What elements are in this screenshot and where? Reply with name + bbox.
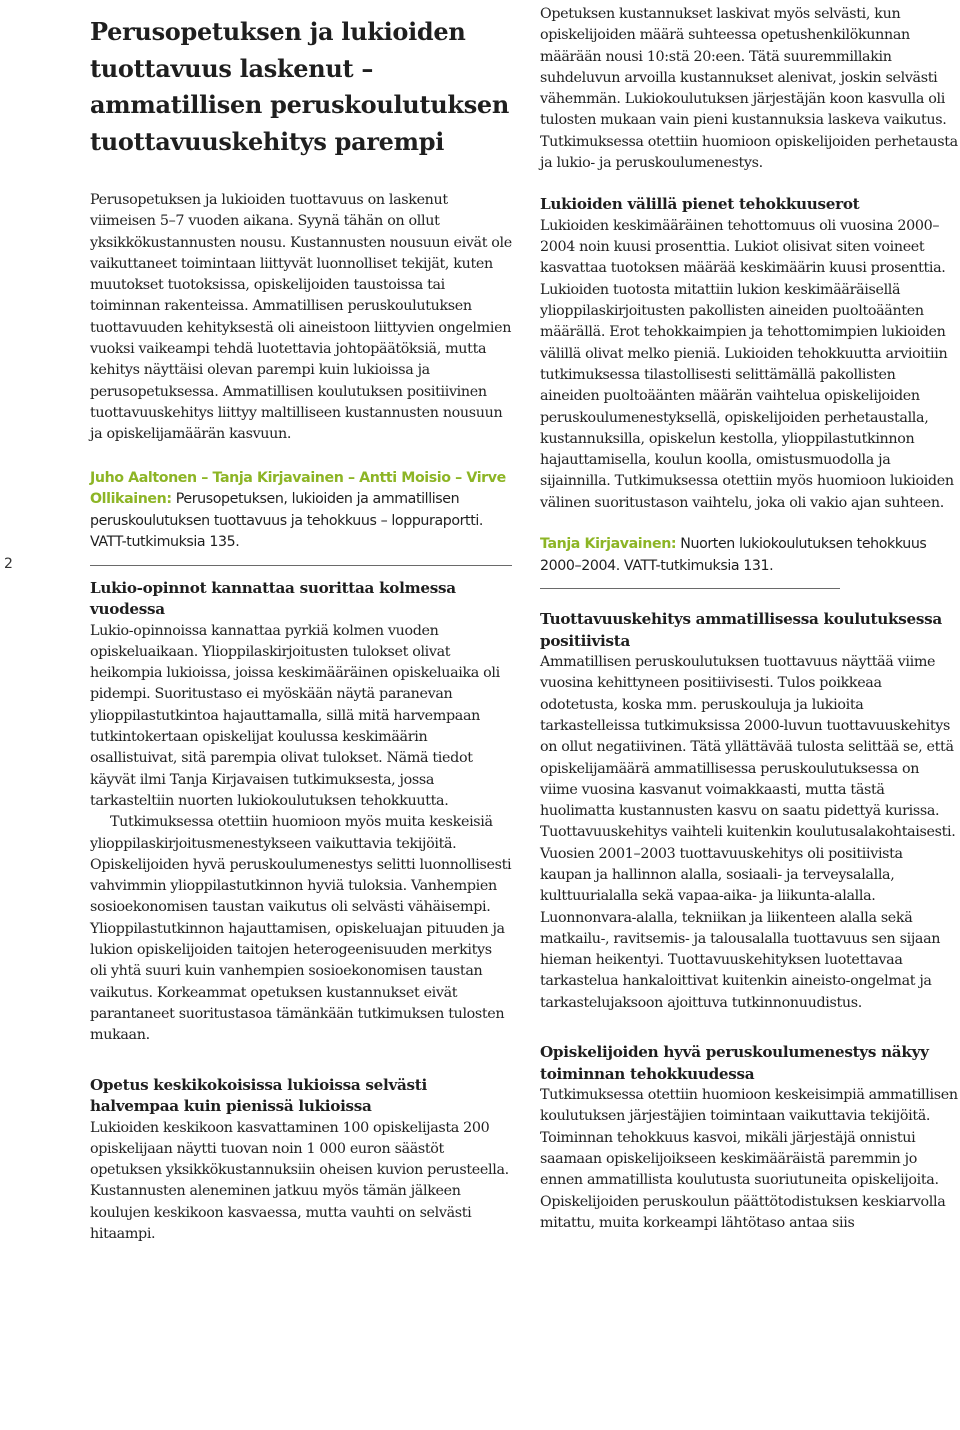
reference-authors: Tanja Kirjavainen:	[540, 536, 677, 553]
section-heading: Lukioiden välillä pienet tehokkuuserot	[540, 195, 860, 214]
article-title: Perusopetuksen ja lukioiden tuottavuus laskenut – ammatillisen peruskoulutuksen tuottavuuskehitys parempi	[90, 17, 510, 156]
left-column	[90, 14, 512, 1245]
paragraph: Tutkimuksessa otettiin huomioon myös muita keskeisiä ylioppilaskirjoitusmenestykseen vaikuttavia tekijöitä. Opiskelijoiden hyvä peruskoulumenestys selitti luonnollisesti vahvimmin ylioppilastutkinnon hyviä tuloksia. Vanhempien sosioekonomisen taustan vaikutus oli selvästi vähäisempi. Ylioppilastutkinnon hajauttamisen, opiskeluajan pituuden ja lukion opiskelijoiden taitojen heterogeenisuuden merkitys oli yhtä suuri kuin vanhempien sosioekonomisen taustan vaikutus. Korkeammat opetuksen kustannukset eivät parantaneet suoritustasoa tämänkään tutkimuksen tulosten mukaan.	[90, 814, 512, 1044]
section-heading: Opiskelijoiden hyvä peruskoulumenestys näkyy toiminnan tehokkuudessa	[540, 1043, 929, 1083]
paragraph: Opetuksen kustannukset laskivat myös selvästi, kun opiskelijoiden määrä suhteessa opetushenkilökunnan määrään nousi 10:stä 20:een. Tätä suuremmillakin suhdeluvun arvoilla kustannukset alenivat, joskin selvästi vähemmän. Lukiokoulutuksen järjestäjän koon kasvulla oli tulosten mukaan vain pieni kustannuksia laskeva vaikutus. Tutkimuksessa otettiin huomioon opiskelijoiden perhetausta ja lukio- ja peruskoulumenestys.	[540, 6, 958, 172]
divider	[540, 588, 840, 589]
page-number: 2	[4, 556, 13, 572]
divider	[90, 565, 512, 566]
reference-text: Perusopetuksen, lukioiden ja ammatillisen peruskoulutuksen tuottavuus ja tehokkuus – loppuraportti. VATT-tutkimuksia 135.	[90, 491, 484, 551]
reference-right	[540, 534, 958, 577]
section-tehokkuuserot	[540, 194, 958, 514]
right-column	[540, 4, 958, 1234]
section-keskikokoiset-lukiot	[90, 1075, 512, 1246]
intro-paragraph: Perusopetuksen ja lukioiden tuottavuus on laskenut viimeisen 5–7 vuoden aikana. Syynä tähän on ollut yksikkökustannusten nousu. Kustannusten nousuun eivät ole vaikuttaneet toimintaan liittyvät luonnolliset tekijät, kuten muutokset tuotoksissa, opiskelijoiden taustoissa tai toiminnan rakenteissa. Ammatillisen peruskoulutuksen tuottavuuden kehityksestä oli aineistoon liittyvien ongelmien vuoksi vaikeampi tehdä luotettavia johtopäätöksiä, mutta kehitys näyttäisi olevan parempi kuin lukioissa ja perusopetuksessa. Ammatillisen koulutuksen positiivinen tuottavuuskehitys liittyy maltilliseen kustannusten nousuun ja opiskelijamäärän kasvuun.	[90, 192, 512, 443]
paragraph: Lukioiden keskimääräinen tehottomuus oli vuosina 2000–2004 noin kuusi prosenttia. Lukiot olisivat siten voineet kasvattaa tuotoksen määrää keskimäärin kuusi prosenttia. Lukioiden tuotosta mitattiin lukion keskimääräisellä ylioppilaskirjoitusten pakollisten aineiden puoltoäänten määrällä. Erot tehokkaimpien ja tehottomimpien lukioiden välillä olivat melko pieniä. Lukioiden tehokkuutta arvioitiin tutkimuksessa tilastollisesti selittämällä pakollisten aineiden puoltoäänten määrän vaihtelua opiskelijoiden peruskoulumenestyksellä, opiskelijoiden perhetaustalla, kustannuksilla, opiskelun kestolla, ylioppilastutkinnon hajauttamisella, koulun koolla, omistusmuodolla ja sijainnilla. Tutkimuksessa otettiin myös huomioon lukioiden välinen suoritustason vaihtelu, joka oli vakio ajan suhteen.	[540, 217, 954, 511]
paragraph: Tutkimuksessa otettiin huomioon keskeisimpiä ammatillisen koulutuksen järjestäjien toimintaan vaikuttavia tekijöitä. Toiminnan tehokkuus kasvoi, mikäli järjestäjä onnistui saamaan opiskelijoikseen keskimääräistä paremmin jo ennen ammatillista koulutusta suoriutuneita opiskelijoita. Opiskelijoiden peruskoulun päättötodistuksen keskiarvolla mitattu, muita korkeampi lähtötaso antaa siis	[540, 1087, 958, 1231]
section-heading: Tuottavuuskehitys ammatillisessa koulutuksessa positiivista	[540, 610, 942, 650]
reference-authors: Juho Aaltonen – Tanja Kirjavainen – Antti Moisio – Virve Ollikainen:	[90, 469, 506, 508]
section-heading: Lukio-opinnot kannattaa suorittaa kolmessa vuodessa	[90, 578, 456, 619]
section-heading: Opetus keskikokoisissa lukioissa selvästi halvempaa kuin pienissä lukioissa	[90, 1075, 427, 1115]
section-ammatillinen-tuottavuus	[540, 609, 958, 1014]
section-peruskoulumenestys	[540, 1042, 958, 1234]
paragraph: Ammatillisen peruskoulutuksen tuottavuus näyttää viime vuosina kehittyneen positiivisesti. Tulos poikkeaa odotetusta, koska mm. peruskouluja ja lukioita tarkastelleissa tutkimuksissa 2000-luvun tuottavuuskehitys on ollut negatiivinen. Tätä yllättävää tulosta selittää se, että opiskelijamäärä ammatillisessa peruskoulutuksessa on viime vuosina kasvanut voimakkaasti, mutta tästä huolimatta kustannusten kasvu on saatu pidettyä kurissa. Tuottavuuskehitys vaihteli kuitenkin koulutusalakohtaisesti. Vuosien 2001–2003 tuottavuuskehitys oli positiivista kaupan ja hallinnon alalla, sosiaali- ja terveysalalla, kulttuurialalla sekä vapaa-aika- ja liikunta-alalla. Luonnonvara-alalla, tekniikan ja liikenteen alalla sekä matkailu-, ravitsemis- ja talousalalla tuottavuus sen sijaan hieman heikentyi. Tuottavuuskehityksen luotettavaa tarkastelua hankaloittivat kuitenkin aineisto-ongelmat ja tarkastelujaksoon ajoittuva tutkinnonuudistus.	[540, 654, 956, 1011]
paragraph: Lukio-opinnoissa kannattaa pyrkiä kolmen vuoden opiskeluaikaan. Ylioppilaskirjoitusten tulokset olivat heikompia lukioissa, joissa keskimääräinen opiskeluaika oli pidempi. Suoritustaso ei myöskään näytä paranevan ylioppilastutkintoa hajauttamalla, sillä mitä harvempaan tutkintokertaan opiskelijat koulussa keskimäärin osallistuivat, sitä parempia olivat tulokset. Nämä tiedot käyvät ilmi Tanja Kirjavaisen tutkimuksesta, jossa tarkasteltiin nuorten lukiokoulutuksen tehokkuutta.	[90, 622, 500, 809]
reference-left	[90, 468, 512, 554]
paragraph: Lukioiden keskikoon kasvattaminen 100 opiskelijasta 200 opiskelijaan näytti tuovan noin 1 000 euron säästöt opetuksen yksikkökustannuksiin oheisen kuvion perusteella. Kustannusten aleneminen jatkuu myös tämän jälkeen koulujen keskikoon kasvaessa, mutta vauhti on selvästi hitaampi.	[90, 1119, 509, 1242]
reference-text: Nuorten lukiokoulutuksen tehokkuus 2000–2004. VATT-tutkimuksia 131.	[540, 536, 927, 574]
section-lukio-opinnot	[90, 578, 512, 1047]
